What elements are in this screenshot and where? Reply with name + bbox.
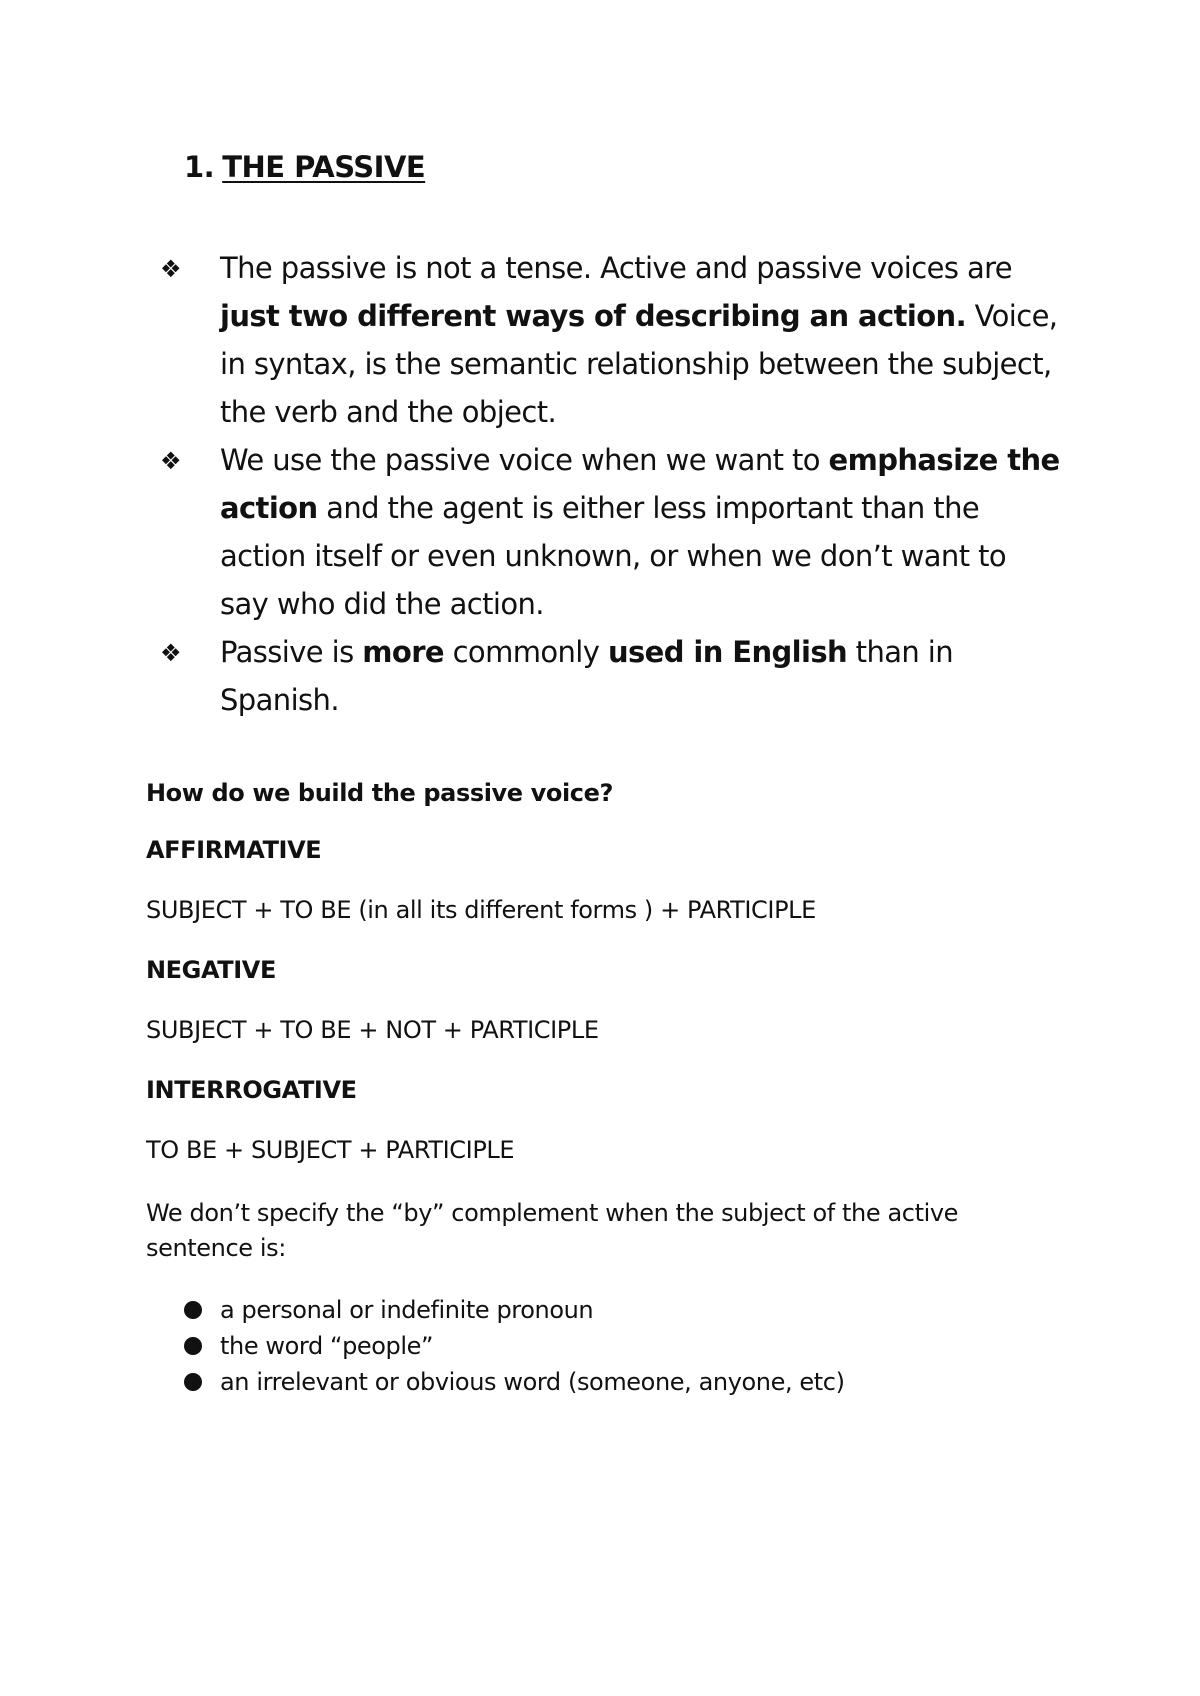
heading-title: THE PASSIVE	[222, 150, 426, 184]
by-case-item	[184, 1364, 845, 1400]
by-case-item	[184, 1292, 845, 1328]
by-complement-note: We don’t specify the “by” complement when the subject of the active sentence is:	[146, 1199, 959, 1262]
interrogative-label: INTERROGATIVE	[146, 1076, 357, 1104]
key-point-emphasis: just two different ways of describing an action.	[220, 299, 967, 333]
heading-number: 1.	[184, 150, 215, 184]
round-bullet-icon	[184, 1337, 202, 1355]
section-heading	[184, 150, 425, 184]
key-point-emphasis: more	[362, 635, 444, 669]
build-question: How do we build the passive voice?	[146, 779, 614, 807]
key-point-item	[160, 244, 1060, 436]
affirmative-label: AFFIRMATIVE	[146, 836, 322, 864]
key-point-text: than in Spanish.	[220, 635, 954, 717]
key-points-list	[160, 244, 1060, 724]
key-point-text: The passive is not a tense. Active and passive voices are	[220, 251, 1013, 285]
diamond-bullet-icon: ❖	[160, 255, 181, 283]
key-point-text: Voice, in syntax, is the semantic relationship between the subject, the verb and the object.	[220, 299, 1058, 429]
by-cases-list	[184, 1292, 845, 1400]
round-bullet-icon	[184, 1373, 202, 1391]
diamond-bullet-icon: ❖	[160, 639, 181, 667]
by-case-text: a personal or indefinite pronoun	[220, 1296, 594, 1324]
round-bullet-icon	[184, 1301, 202, 1319]
key-point-text: and the agent is either less important than the action itself or even unknown, or when we don’t want to say who did the action.	[220, 491, 1006, 621]
key-point-emphasis: emphasize the action	[220, 443, 1060, 525]
key-point-emphasis: used in English	[607, 635, 848, 669]
interrogative-formula: TO BE + SUBJECT + PARTICIPLE	[146, 1136, 515, 1164]
key-point-text: We use the passive voice when we want to	[220, 443, 829, 477]
key-point-text: Passive is	[220, 635, 363, 669]
key-point-item	[160, 436, 1060, 628]
affirmative-formula: SUBJECT + TO BE (in all its different forms ) + PARTICIPLE	[146, 896, 816, 924]
negative-formula: SUBJECT + TO BE + NOT + PARTICIPLE	[146, 1016, 599, 1044]
key-point-item	[160, 628, 1060, 724]
by-case-text: the word “people”	[220, 1332, 434, 1360]
diamond-bullet-icon: ❖	[160, 447, 181, 475]
by-case-text: an irrelevant or obvious word (someone, anyone, etc)	[220, 1368, 845, 1396]
by-case-item	[184, 1328, 845, 1364]
negative-label: NEGATIVE	[146, 956, 276, 984]
key-point-text: commonly	[443, 635, 608, 669]
